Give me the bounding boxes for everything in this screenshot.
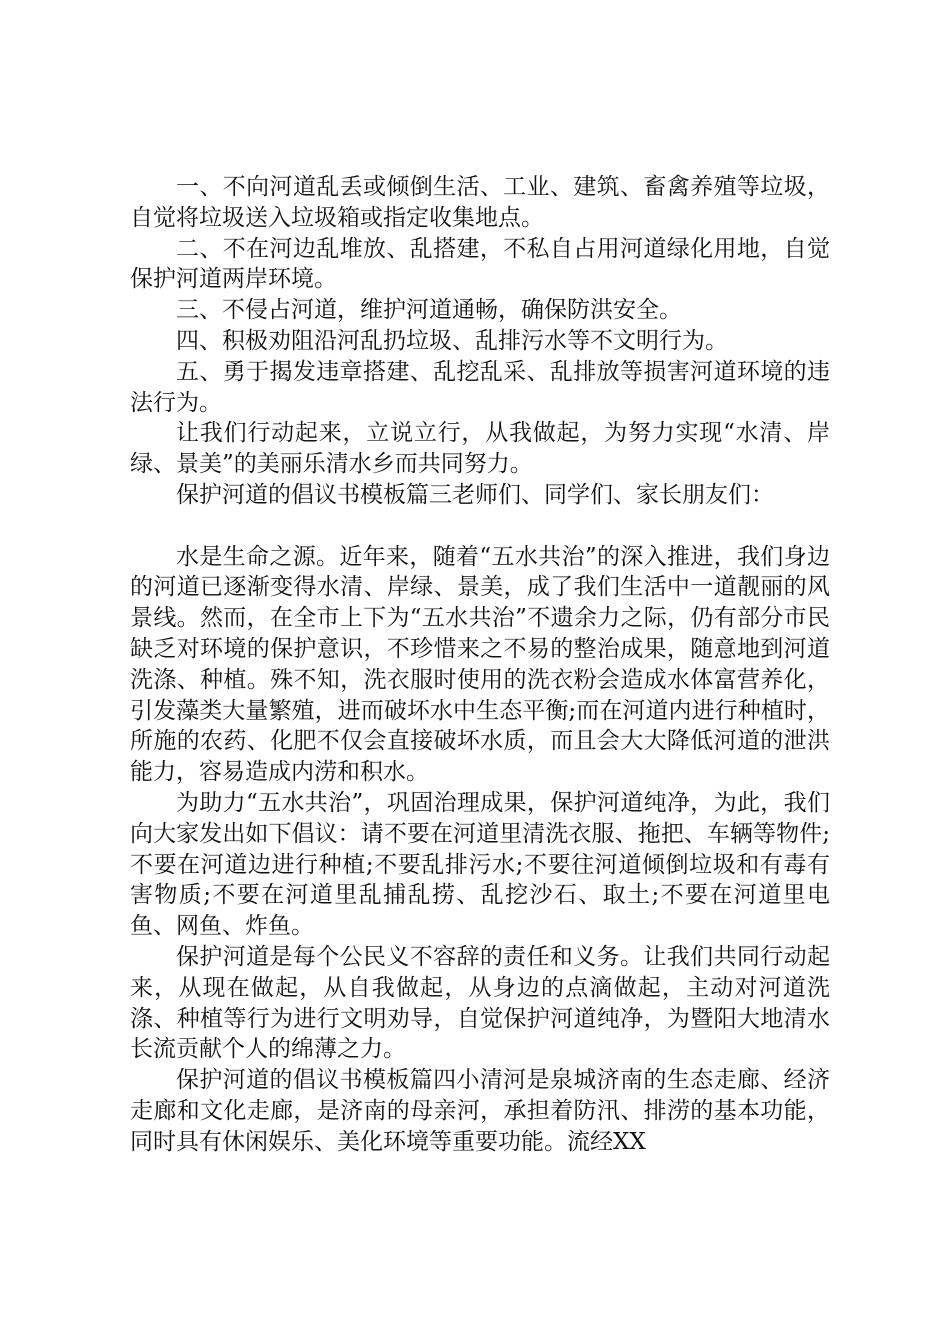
paragraph-responsibility: 保护河道是每个公民义不容辞的责任和义务。让我们共同行动起来，从现在做起，从自我做起，从身边的点滴做起，主动对河道洗涤、种植等行为进行文明劝导，自觉保护河道纯净，为暨阳大地清水长流贡献个人的绵薄之力。 (130, 943, 830, 1063)
paragraph-pledge-4: 四、积极劝阻沿河乱扔垃圾、乱排污水等不文明行为。 (176, 327, 728, 354)
paragraph-proposal: 为助力“五水共治”，巩固治理成果，保护河道纯净，为此，我们向大家发出如下倡议：请不要在河道里清洗衣服、拖把、车辆等物件;不要在河道边进行种植;不要乱排污水;不要往河道倾倒垃圾和有毒有害物质;不要在河道里乱捕乱捞、乱挖沙石、取土;不要在河道里电鱼、网鱼、炸鱼。 (130, 789, 830, 940)
paragraph-pledge-2: 二、不在河边乱堆放、乱搭建，不私自占用河道绿化用地，自觉保护河道两岸环境。 (130, 235, 830, 293)
paragraph-template-3-heading: 保护河道的倡议书模板篇三老师们、同学们、家长朋友们： (176, 481, 774, 508)
paragraph-pledge-1: 一、不向河道乱丢或倾倒生活、工业、建筑、畜禽养殖等垃圾，自觉将垃圾送入垃圾箱或指定收集地点。 (130, 174, 830, 231)
document-body (130, 172, 830, 1158)
paragraph-call-to-action: 让我们行动起来，立说立行，从我做起，为努力实现“水清、岸绿、景美”的美丽乐清水乡而共同努力。 (130, 420, 830, 478)
paragraph-pledge-5: 五、勇于揭发违章搭建、乱挖乱采、乱排放等损害河道环境的违法行为。 (130, 358, 830, 416)
paragraph-pledge-3: 三、不侵占河道，维护河道通畅，确保防洪安全。 (176, 297, 682, 324)
paragraph-template-4: 保护河道的倡议书模板篇四小清河是泉城济南的生态走廊、经济走廊和文化走廊，是济南的母亲河，承担着防汛、排涝的基本功能，同时具有休闲娱乐、美化环境等重要功能。流经XX (130, 1067, 830, 1155)
paragraph-water-source: 水是生命之源。近年来，随着“五水共治”的深入推进，我们身边的河道已逐渐变得水清、岸绿、景美，成了我们生活中一道靓丽的风景线。然而，在全市上下为“五水共治”不遗余力之际，仍有部分市民缺乏对环境的保护意识，不珍惜来之不易的整治成果，随意地到河道洗涤、种植。殊不知，洗衣服时使用的洗衣粉会造成水体富营养化，引发藻类大量繁殖，进而破坏水中生态平衡;而在河道内进行种植时，所施的农药、化肥不仅会直接破坏水质，而且会大大降低河道的泄洪能力，容易造成内涝和积水。 (130, 543, 830, 786)
